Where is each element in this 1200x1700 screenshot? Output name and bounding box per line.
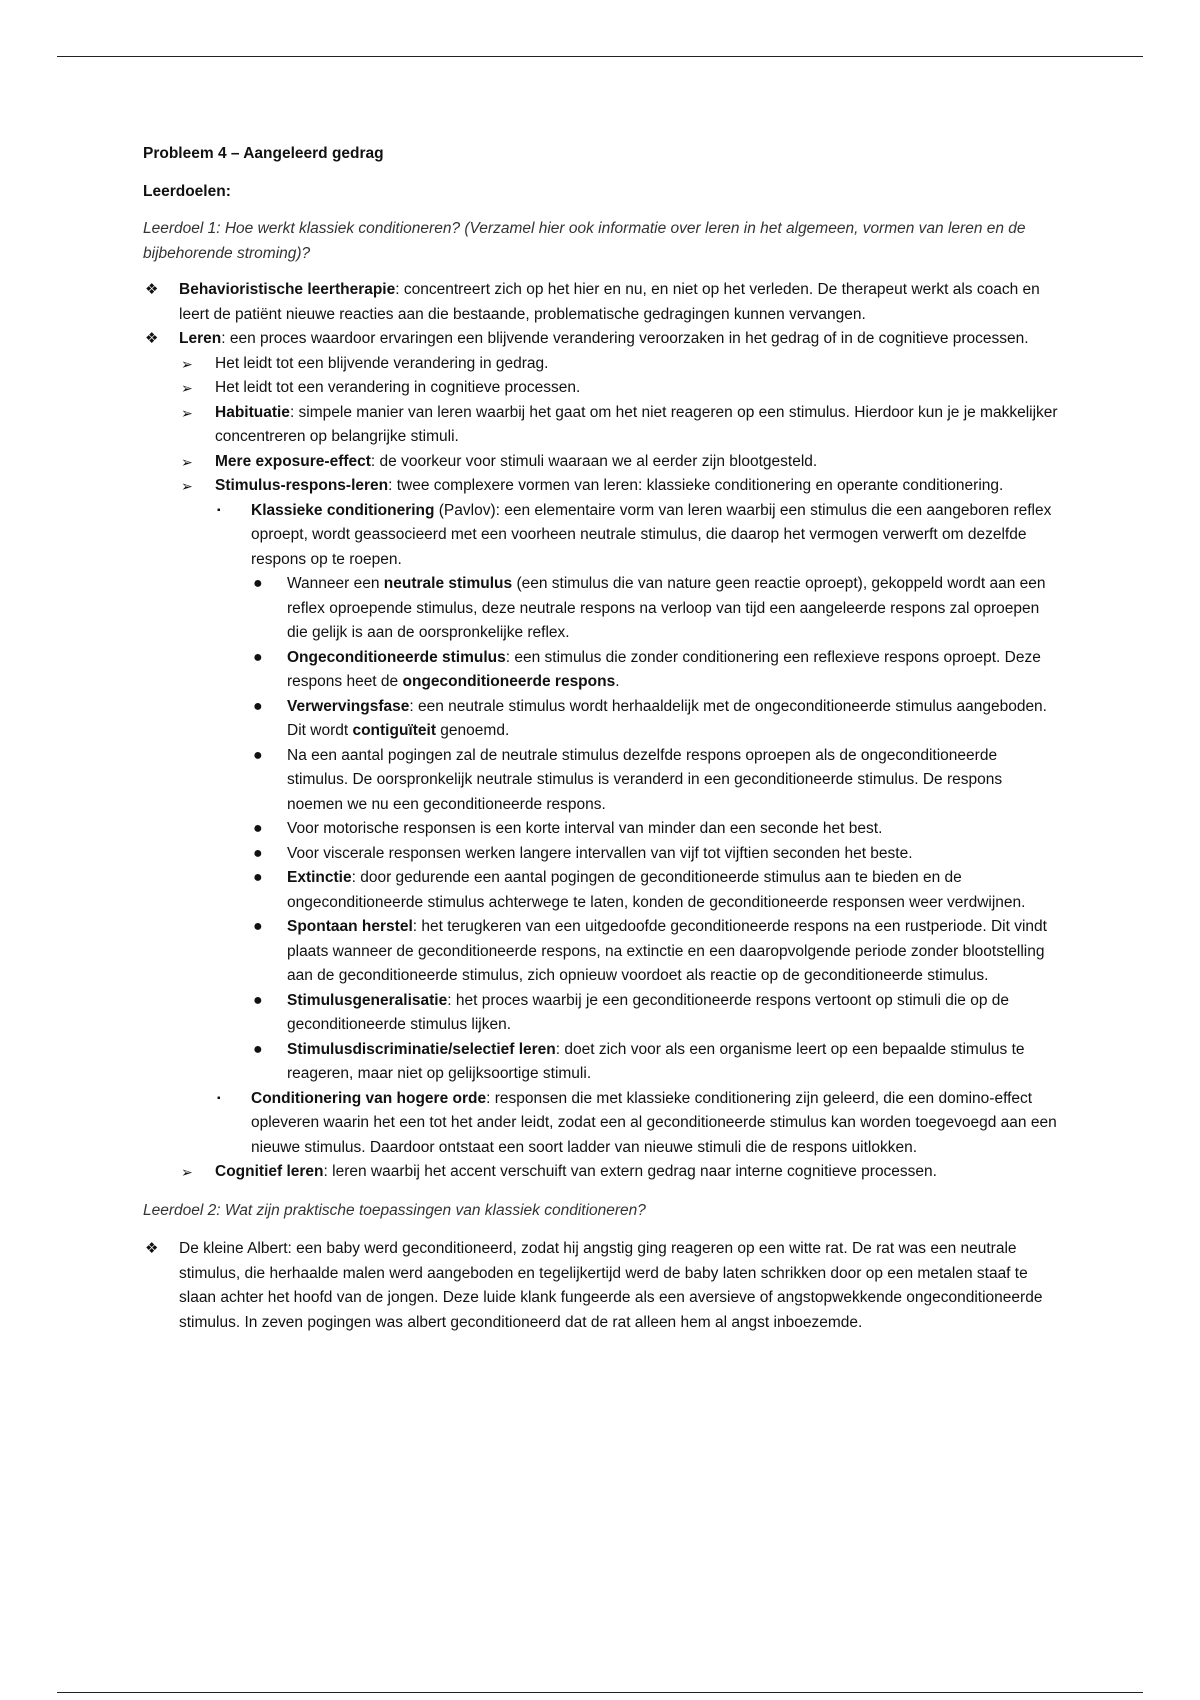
- detail-item: [251, 695, 1058, 744]
- detail-item: [251, 866, 1058, 915]
- leren-sublist: [179, 352, 1058, 1185]
- text-mere-exposure: : de voorkeur voor stimuli waaraan we al eerder zijn blootgesteld.: [370, 452, 818, 470]
- learning-goal-2: Leerdoel 2: Wat zijn praktische toepassingen van klassiek conditioneren?: [143, 1201, 646, 1219]
- list-item-stimulus-respons: [179, 474, 1058, 1160]
- list-item-mere-exposure: [179, 450, 1058, 475]
- term-klassiek: Klassieke conditionering: [251, 501, 435, 519]
- term-ongeconditioneerde-stimulus: Ongeconditioneerde stimulus: [287, 648, 506, 666]
- text-habituatie: : simpele manier van leren waarbij het gaat om het niet reageren op een stimulus. Hierdoor kun je je makkelijker concentreren op belangrijke stimuli.: [215, 403, 1058, 445]
- detail-item: [251, 842, 1058, 867]
- term-stimulusgeneralisatie: Stimulusgeneralisatie: [287, 991, 448, 1009]
- list-item-habituatie: [179, 401, 1058, 450]
- list-item-cognitief-leren: [179, 1160, 1058, 1185]
- detail-item: [251, 817, 1058, 842]
- detail-item: [251, 1038, 1058, 1087]
- detail-item: [251, 989, 1058, 1038]
- detail-text: Na een aantal pogingen zal de neutrale stimulus dezelfde respons oproepen als de ongeconditioneerde stimulus. De oorspronkelijk neutrale stimulus is veranderd in een geconditioneerde stimulus. De respons noemen we nu een geconditioneerde respons.: [287, 746, 1003, 813]
- text-hogere-orde: : responsen die met klassieke conditionering zijn geleerd, die een domino-effect opleveren waarin het een tot het ander leidt, zodat een al geconditioneerde stimulus kan worden toegevoegd aan een nieuwe stimulus. Daardoor ontstaat een soort ladder van nieuwe stimuli die de respons uitlokken.: [251, 1089, 1057, 1156]
- arrow-bullet-icon: ➢: [181, 404, 193, 421]
- term-behavior: Behavioristische leertherapie: [179, 281, 396, 298]
- detail-text: genoemd.: [436, 722, 510, 739]
- main-list: [143, 278, 1058, 1185]
- arrow-bullet-icon: ➢: [181, 478, 193, 494]
- text-pavlov: (Pavlov): [434, 501, 496, 519]
- term-contiguiteit: contiguïteit: [352, 722, 436, 739]
- dot-bullet-icon: ●: [253, 746, 263, 764]
- list-item-leren: [143, 327, 1058, 1185]
- detail-text: Voor viscerale responsen werken langere intervallen van vijf tot vijftien seconden het beste.: [287, 844, 913, 862]
- dot-bullet-icon: ●: [253, 1040, 263, 1058]
- detail-text: .: [615, 673, 620, 690]
- detail-text: : het proces waarbij je een geconditioneerde respons vertoont op stimuli die op de geconditioneerde stimulus lijken.: [287, 991, 1010, 1033]
- text-cognitief-leren: : leren waarbij het accent verschuift van extern gedrag naar interne cognitieve processen.: [323, 1163, 937, 1180]
- footer-rule: [57, 1692, 1143, 1693]
- text-leren: : een proces waardoor ervaringen een blijvende verandering veroorzaken in het gedrag of in de cognitieve processen.: [221, 330, 1029, 347]
- dot-bullet-icon: ●: [253, 648, 263, 666]
- term-spontaan-herstel: Spontaan herstel: [287, 918, 413, 935]
- text-stimulus-respons: : twee complexere vormen van leren: klassieke conditionering en operante conditionering.: [388, 477, 1004, 494]
- term-ongeconditioneerde-respons: ongeconditioneerde respons: [402, 673, 616, 690]
- detail-text: : een neutrale stimulus wordt herhaaldelijk met de ongeconditioneerde stimulus aangeboden. Dit wordt: [287, 697, 1047, 739]
- term-stimulus-respons: Stimulus-respons-leren: [215, 477, 389, 494]
- text-s1: Het leidt tot een blijvende verandering in gedrag.: [215, 354, 549, 372]
- header-rule: [57, 56, 1143, 57]
- term-cognitief-leren: Cognitief leren: [215, 1163, 324, 1180]
- term-stimulusdiscriminatie: Stimulusdiscriminatie/selectief leren: [287, 1040, 556, 1058]
- list-item-s1: [179, 352, 1058, 377]
- diamond-bullet-icon: ❖: [145, 281, 159, 298]
- text-s2: Het leidt tot een verandering in cognitieve processen.: [215, 379, 581, 396]
- detail-text: : door gedurende een aantal pogingen de geconditioneerde stimulus aan te bieden en de ongeconditioneerde stimulus achterwege te laten, konden de geconditioneerde responsen weer verdwijnen.: [287, 869, 1026, 911]
- arrow-bullet-icon: ➢: [181, 1164, 193, 1180]
- document-body: [143, 142, 1058, 1335]
- detail-text: : doet zich voor als een organisme leert op een bepaalde stimulus te reageren, maar niet op gelijksoortige stimuli.: [287, 1040, 1025, 1082]
- detail-item: [251, 572, 1058, 646]
- arrow-bullet-icon: ➢: [181, 355, 193, 372]
- term-leren: Leren: [179, 330, 222, 347]
- arrow-bullet-icon: ➢: [181, 453, 193, 470]
- klassiek-details: [251, 572, 1058, 1087]
- square-bullet-icon: ▪: [217, 504, 221, 516]
- list-item-klassiek: [215, 499, 1058, 1087]
- term-extinctie: Extinctie: [287, 869, 352, 886]
- detail-text: : een stimulus die zonder conditionering een reflexieve respons oproept. Deze respons heet de: [287, 648, 1041, 690]
- list-item-hogere-orde: [215, 1087, 1058, 1161]
- dot-bullet-icon: ●: [253, 575, 263, 592]
- term-habituatie: Habituatie: [215, 403, 290, 421]
- dot-bullet-icon: ●: [253, 869, 263, 886]
- diamond-bullet-icon: ❖: [145, 330, 159, 347]
- term-verwervingsfase: Verwervingsfase: [287, 697, 410, 715]
- detail-text: Wanneer een: [287, 575, 384, 592]
- text-albert: De kleine Albert: een baby werd geconditioneerd, zodat hij angstig ging reageren op een witte rat. De rat was een neutrale stimulus, die herhaalde malen werd aangeboden en tegelijkertijd werd de baby laten schrikken door op een metalen staaf te slaan achter het hoofd van de jongen. Deze luide klank fungeerde als een aversieve of angstopwekkende ongeconditioneerde stimulus. In zeven pogingen was albert geconditioneerd dat de rat alleen hem al angst inboezemde.: [179, 1240, 1043, 1331]
- dot-bullet-icon: ●: [253, 844, 263, 862]
- detail-item: [251, 646, 1058, 695]
- applications-list: [143, 1237, 1058, 1335]
- dot-bullet-icon: ●: [253, 820, 263, 837]
- arrow-bullet-icon: ➢: [181, 380, 193, 396]
- square-bullet-icon: ▪: [217, 1092, 221, 1104]
- detail-text: (een stimulus die van nature geen reactie oproept), gekoppeld wordt aan een reflex oproepende stimulus, deze neutrale respons na verloop van tijd een aangeleerde respons zal oproepen die gelijk is aan de oorspronkelijke reflex.: [287, 575, 1046, 641]
- list-item-behavior: [143, 278, 1058, 327]
- diamond-bullet-icon: ❖: [145, 1240, 159, 1257]
- detail-text: : het terugkeren van een uitgedoofde geconditioneerde respons na een rustperiode. Dit vindt plaats wanneer de geconditioneerde respons, na extinctie en een daaropvolgende periode zonder blootstelling aan de geconditioneerde stimulus, zich opnieuw voordoet als reactie op de geconditioneerde stimulus.: [287, 918, 1047, 984]
- term-neutrale-stimulus: neutrale stimulus: [383, 575, 513, 592]
- learning-goal-1: Leerdoel 1: Hoe werkt klassiek conditioneren? (Verzamel hier ook informatie over leren in het algemeen, vormen van leren en de bijbehorende stroming)?: [143, 220, 1026, 262]
- term-mere-exposure: Mere exposure-effect: [215, 452, 371, 470]
- list-item-albert: [143, 1237, 1058, 1335]
- detail-text: Voor motorische responsen is een korte interval van minder dan een seconde het best.: [287, 820, 883, 837]
- document-title: Probleem 4 – Aangeleerd gedrag: [143, 145, 384, 162]
- learning-goals-heading: Leerdoelen:: [143, 182, 231, 200]
- detail-item: [251, 915, 1058, 989]
- text-behavior: : concentreert zich op het hier en nu, en niet op het verleden. De therapeut werkt als coach en leert de patiënt nieuwe reacties aan die bestaande, problematische gedragingen kunnen vervangen.: [179, 281, 1040, 323]
- stimulus-respons-sublist: [215, 499, 1058, 1161]
- list-item-s2: [179, 376, 1058, 401]
- detail-item: [251, 744, 1058, 818]
- term-hogere-orde: Conditionering van hogere orde: [251, 1089, 487, 1107]
- text-klassiek: : een elementaire vorm van leren waarbij een stimulus die een aangeboren reflex oproept, wordt geassocieerd met een voorheen neutrale stimulus, die daarop het vermogen verwerft om dezelfde respons op te roepen.: [251, 501, 1052, 568]
- dot-bullet-icon: ●: [253, 697, 263, 715]
- dot-bullet-icon: ●: [253, 918, 263, 935]
- dot-bullet-icon: ●: [253, 991, 263, 1009]
